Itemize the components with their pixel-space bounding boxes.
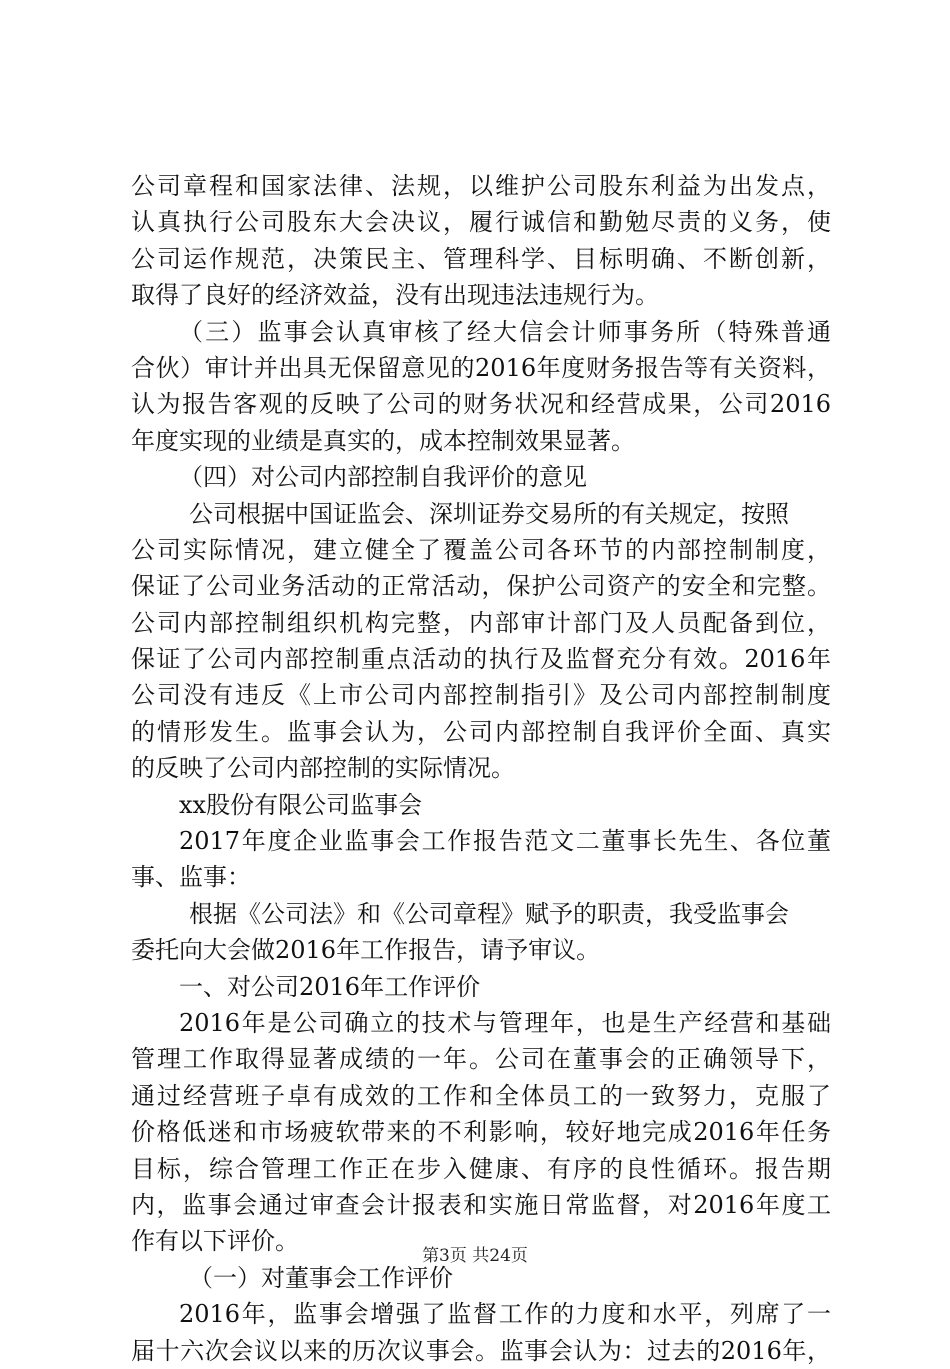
text-line: 保证了公司业务活动的正常活动，保护公司资产的安全和完整。 (131, 572, 831, 601)
text-line: 作有以下评价。 (131, 1227, 299, 1256)
text-line: 委托向大会做2016年工作报告，请予审议。 (131, 936, 601, 965)
text-line: 的反映了公司内部控制的实际情况。 (131, 754, 515, 783)
text-line: 认为报告客观的反映了公司的财务状况和经营成果，公司2016 (131, 390, 831, 419)
text-line: （一）对董事会工作评价 (189, 1263, 453, 1292)
text-line: 公司章程和国家法律、法规，以维护公司股东利益为出发点， (131, 172, 831, 200)
text-line: 内，监事会通过审查会计报表和实施日常监督，对2016年度工 (131, 1190, 831, 1219)
text-line: （四）对公司内部控制自我评价的意见 (179, 463, 587, 492)
text-line: （三）监事会认真审核了经大信会计师事务所（特殊普通 (179, 317, 831, 346)
text-line: 2016年是公司确立的技术与管理年，也是生产经营和基础 (179, 1008, 831, 1037)
text-line: 目标，综合管理工作正在步入健康、有序的良性循环。报告期 (131, 1154, 831, 1183)
text-line: 事、监事： (131, 863, 251, 892)
text-line: 2017年度企业监事会工作报告范文二董事长先生、各位董 (179, 827, 831, 856)
text-line: 一、对公司2016年工作评价 (179, 972, 481, 1001)
text-line: 根据《公司法》和《公司章程》赋予的职责，我受监事会 (189, 899, 789, 928)
text-line: 价格低迷和市场疲软带来的不利影响，较好地完成2016年任务 (131, 1118, 831, 1147)
text-line: xx股份有限公司监事会 (179, 790, 423, 819)
text-line: 2016年，监事会增强了监督工作的力度和水平，列席了一 (179, 1300, 831, 1329)
text-line: 公司运作规范，决策民主、管理科学、目标明确、不断创新， (131, 244, 831, 273)
text-line: 公司没有违反《上市公司内部控制指引》及公司内部控制制度 (131, 681, 831, 710)
text-line: 公司根据中国证监会、深圳证券交易所的有关规定，按照 (189, 499, 789, 528)
page-footer: 第3页 共24页 (422, 1246, 528, 1266)
text-line: 公司内部控制组织机构完整，内部审计部门及人员配备到位， (131, 608, 831, 637)
text-line: 合伙）审计并出具无保留意见的2016年度财务报告等有关资料， (131, 353, 831, 382)
text-line: 通过经营班子卓有成效的工作和全体员工的一致努力，克服了 (131, 1081, 831, 1110)
text-line: 年度实现的业绩是真实的，成本控制效果显著。 (131, 426, 635, 455)
text-line: 取得了良好的经济效益，没有出现违法违规行为。 (131, 281, 659, 310)
text-line: 公司实际情况，建立健全了覆盖公司各环节的内部控制制度， (131, 535, 831, 564)
text-line: 管理工作取得显著成绩的一年。公司在董事会的正确领导下， (131, 1045, 831, 1074)
text-line: 保证了公司内部控制重点活动的执行及监督充分有效。2016年 (131, 645, 831, 674)
document-body (131, 168, 831, 1369)
text-line: 认真执行公司股东大会决议，履行诚信和勤勉尽责的义务，使 (131, 208, 831, 237)
text-line: 的情形发生。监事会认为，公司内部控制自我评价全面、真实 (131, 717, 831, 746)
text-line: 届十六次会议以来的历次议事会。监事会认为：过去的2016年， (131, 1336, 831, 1365)
